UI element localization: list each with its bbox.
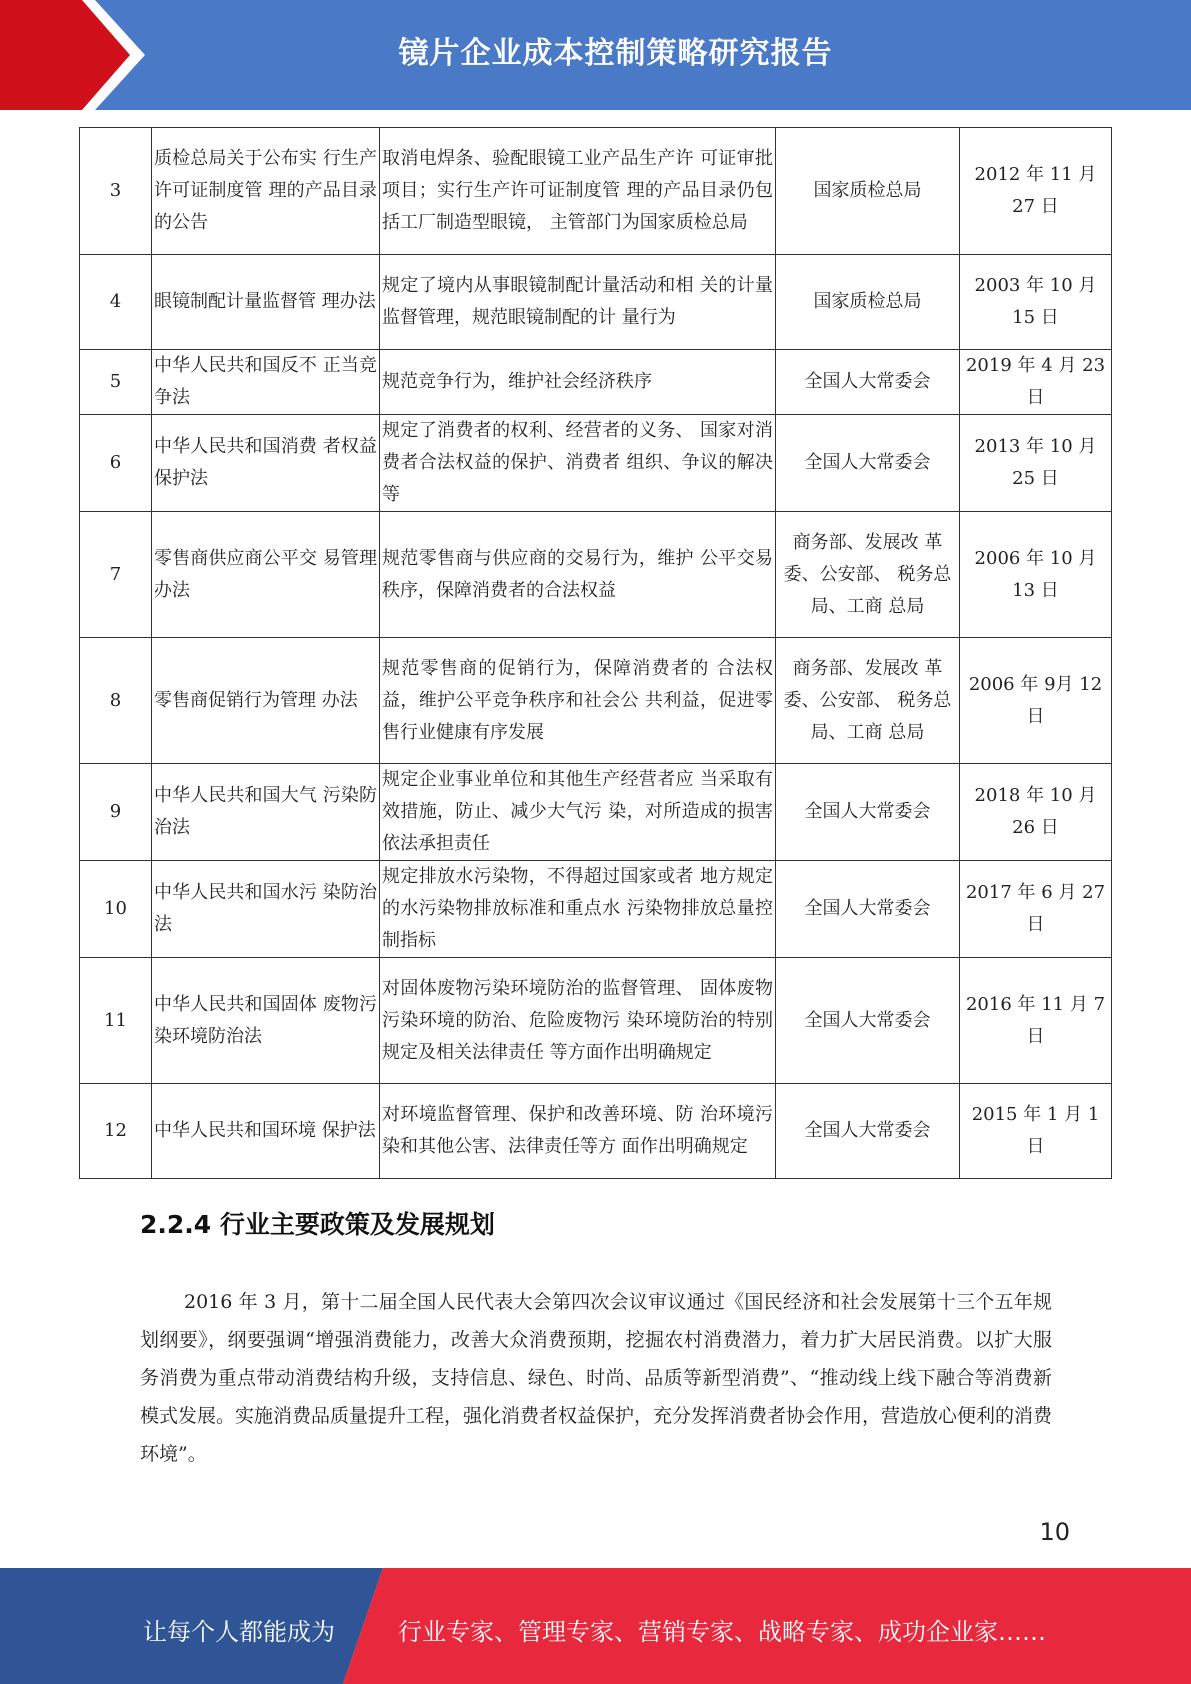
table-row (80, 512, 1112, 638)
cell-content: 对环境监督管理、保护和改善环境、防 治环境污染和其他公害、法律责任等方 面作出明确规定 (380, 1084, 776, 1179)
cell-content: 规范零售商的促销行为，保障消费者的 合法权益，维护公平竞争秩序和社会公 共利益，促进零售行业健康有序发展 (380, 638, 776, 764)
cell-no: 10 (80, 861, 152, 958)
cell-no: 5 (80, 350, 152, 415)
cell-name: 质检总局关于公布实 行生产许可证制度管 理的产品目录的公告 (152, 128, 380, 255)
cell-date: 2016 年 11 月 7 日 (960, 958, 1112, 1084)
cell-no: 6 (80, 415, 152, 512)
report-title: 镜片企业成本控制策略研究报告 (398, 36, 833, 71)
section-paragraph: 2016 年 3 月，第十二届全国人民代表大会第四次会议审议通过《国民经济和社会发展第十三个五年规划纲要》，纲要强调“增强消费能力，改善大众消费预期，挖掘农村消费潜力，着力扩大居民消费。以扩大服务消费为重点带动消费结构升级，支持信息、绿色、时尚、品质等新型消费”、“推动线上线下融合等消费新模式发展。实施消费品质量提升工程，强化消费者权益保护，充分发挥消费者协会作用，营造放心便利的消费环境”。 (140, 1291, 1053, 1465)
cell-name: 中华人民共和国消费 者权益保护法 (152, 415, 380, 512)
cell-date: 2006 年 10 月 13 日 (960, 512, 1112, 638)
cell-name: 中华人民共和国大气 污染防治法 (152, 764, 380, 861)
cell-name: 中华人民共和国环境 保护法 (152, 1084, 380, 1179)
regulation-table (79, 127, 1112, 1179)
table-row (80, 350, 1112, 415)
cell-content: 规定企业事业单位和其他生产经营者应 当采取有效措施，防止、减少大气污 染，对所造成的损害依法承担责任 (380, 764, 776, 861)
cell-content: 规定了境内从事眼镜制配计量活动和相 关的计量监督管理，规范眼镜制配的计 量行为 (380, 255, 776, 350)
table-row (80, 638, 1112, 764)
cell-date: 2017 年 6 月 27 日 (960, 861, 1112, 958)
cell-dept: 全国人大常委会 (776, 1084, 960, 1179)
cell-dept: 全国人大常委会 (776, 415, 960, 512)
cell-name: 眼镜制配计量监督管 理办法 (152, 255, 380, 350)
cell-no: 12 (80, 1084, 152, 1179)
cell-date: 2012 年 11 月 27 日 (960, 128, 1112, 255)
footer-slogan-left: 让每个人都能成为 (143, 1618, 335, 1646)
cell-dept: 商务部、发展改 革委、公安部、 税务总局、工商 总局 (776, 638, 960, 764)
table-row (80, 1084, 1112, 1179)
cell-date: 2019 年 4 月 23 日 (960, 350, 1112, 415)
table-row (80, 861, 1112, 958)
cell-no: 11 (80, 958, 152, 1084)
cell-no: 7 (80, 512, 152, 638)
cell-dept: 全国人大常委会 (776, 764, 960, 861)
cell-content: 规定排放水污染物，不得超过国家或者 地方规定的水污染物排放标准和重点水 污染物排放总量控制指标 (380, 861, 776, 958)
cell-no: 3 (80, 128, 152, 255)
cell-dept: 国家质检总局 (776, 255, 960, 350)
page-number: 10 (1039, 1518, 1070, 1546)
cell-content: 规定了消费者的权利、经营者的义务、 国家对消费者合法权益的保护、消费者 组织、争议的解决等 (380, 415, 776, 512)
section-heading: 2.2.4 行业主要政策及发展规划 (140, 1210, 495, 1239)
cell-date: 2015 年 1 月 1 日 (960, 1084, 1112, 1179)
cell-content: 规范零售商与供应商的交易行为，维护 公平交易秩序，保障消费者的合法权益 (380, 512, 776, 638)
cell-name: 零售商促销行为管理 办法 (152, 638, 380, 764)
cell-date: 2018 年 10 月 26 日 (960, 764, 1112, 861)
cell-dept: 全国人大常委会 (776, 861, 960, 958)
footer-slogan-right: 行业专家、管理专家、营销专家、战略专家、成功企业家…… (398, 1618, 1046, 1646)
cell-content: 规范竞争行为，维护社会经济秩序 (380, 350, 776, 415)
cell-name: 零售商供应商公平交 易管理办法 (152, 512, 380, 638)
cell-no: 9 (80, 764, 152, 861)
cell-no: 8 (80, 638, 152, 764)
cell-name: 中华人民共和国水污 染防治法 (152, 861, 380, 958)
cell-content: 对固体废物污染环境防治的监督管理、 固体废物污染环境的防治、危险废物污 染环境防治的特别规定及相关法律责任 等方面作出明确规定 (380, 958, 776, 1084)
cell-content: 取消电焊条、验配眼镜工业产品生产许 可证审批项目；实行生产许可证制度管 理的产品目录仍包括工厂制造型眼镜， 主管部门为国家质检总局 (380, 128, 776, 255)
cell-dept: 全国人大常委会 (776, 350, 960, 415)
table-row (80, 958, 1112, 1084)
cell-no: 4 (80, 255, 152, 350)
cell-name: 中华人民共和国固体 废物污染环境防治法 (152, 958, 380, 1084)
table-row (80, 128, 1112, 255)
page-footer (0, 1568, 1191, 1684)
cell-dept: 国家质检总局 (776, 128, 960, 255)
cell-date: 2003 年 10 月 15 日 (960, 255, 1112, 350)
cell-name: 中华人民共和国反不 正当竞争法 (152, 350, 380, 415)
cell-date: 2013 年 10 月 25 日 (960, 415, 1112, 512)
table-row (80, 764, 1112, 861)
cell-date: 2006 年 9月 12 日 (960, 638, 1112, 764)
page-header (0, 0, 1191, 110)
table-row (80, 415, 1112, 512)
cell-dept: 全国人大常委会 (776, 958, 960, 1084)
regulation-table-body (80, 128, 1112, 1179)
table-row (80, 255, 1112, 350)
cell-dept: 商务部、发展改 革委、公安部、 税务总局、工商 总局 (776, 512, 960, 638)
